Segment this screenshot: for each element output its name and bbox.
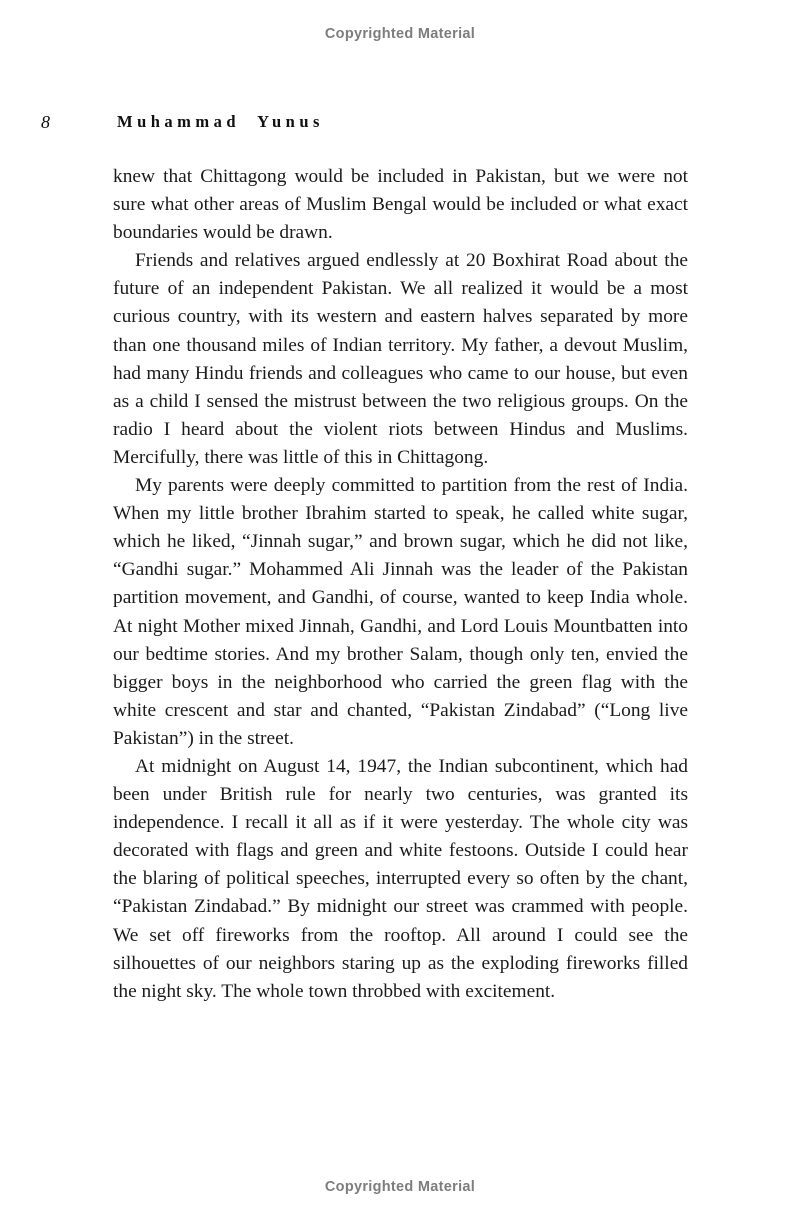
running-header-title: Muhammad Yunus: [117, 112, 324, 131]
body-text-block: [113, 163, 688, 1006]
copyright-notice-top: Copyrighted Material: [324, 26, 476, 42]
copyright-notice-bottom: Copyrighted Material: [324, 1179, 476, 1195]
paragraph: knew that Chittagong would be included in Pakistan, but we were not sure what other areas of Muslim Bengal would be included or what exact boundaries would be drawn.: [113, 166, 688, 244]
page-number: 8: [41, 112, 50, 132]
paragraph: Friends and relatives argued endlessly at 20 Boxhirat Road about the future of an independent Pakistan. We all realized it would be a most curious country, with its western and eastern halves separated by more than one thousand miles of Indian territory. My father, a devout Muslim, had many Hindu friends and colleagues who came to our house, but even as a child I sensed the mistrust between the two religious groups. On the radio I heard about the violent riots between Hindus and Muslims. Mercifully, there was little of this in Chittagong.: [113, 250, 688, 468]
paragraph: At midnight on August 14, 1947, the Indian subcontinent, which had been under British rule for nearly two centuries, was granted its independence. I recall it all as if it were yesterday. The whole city was decorated with flags and green and white festoons. Outside I could hear the blaring of political speeches, interrupted every so often by the chant, “Pakistan Zindabad.” By midnight our street was crammed with people. We set off fireworks from the rooftop. All around I could see the silhouettes of our neighbors staring up as the exploding fireworks filled the night sky. The whole town throbbed with excitement.: [113, 755, 688, 1002]
paragraph: My parents were deeply committed to partition from the rest of India. When my little brother Ibrahim started to speak, he called white sugar, which he liked, “Jinnah sugar,” and brown sugar, which he did not like, “Gandhi sugar.” Mohammed Ali Jinnah was the leader of the Pakistan partition movement, and Gandhi, of course, wanted to keep India whole. At night Mother mixed Jinnah, Gandhi, and Lord Louis Mountbatten into our bedtime stories. And my brother Salam, though only ten, envied the bigger boys in the neighborhood who carried the green flag with the white crescent and star and chanted, “Pakistan Zindabad” (“Long live Pakistan”) in the street.: [113, 475, 688, 749]
running-header: [0, 112, 800, 136]
